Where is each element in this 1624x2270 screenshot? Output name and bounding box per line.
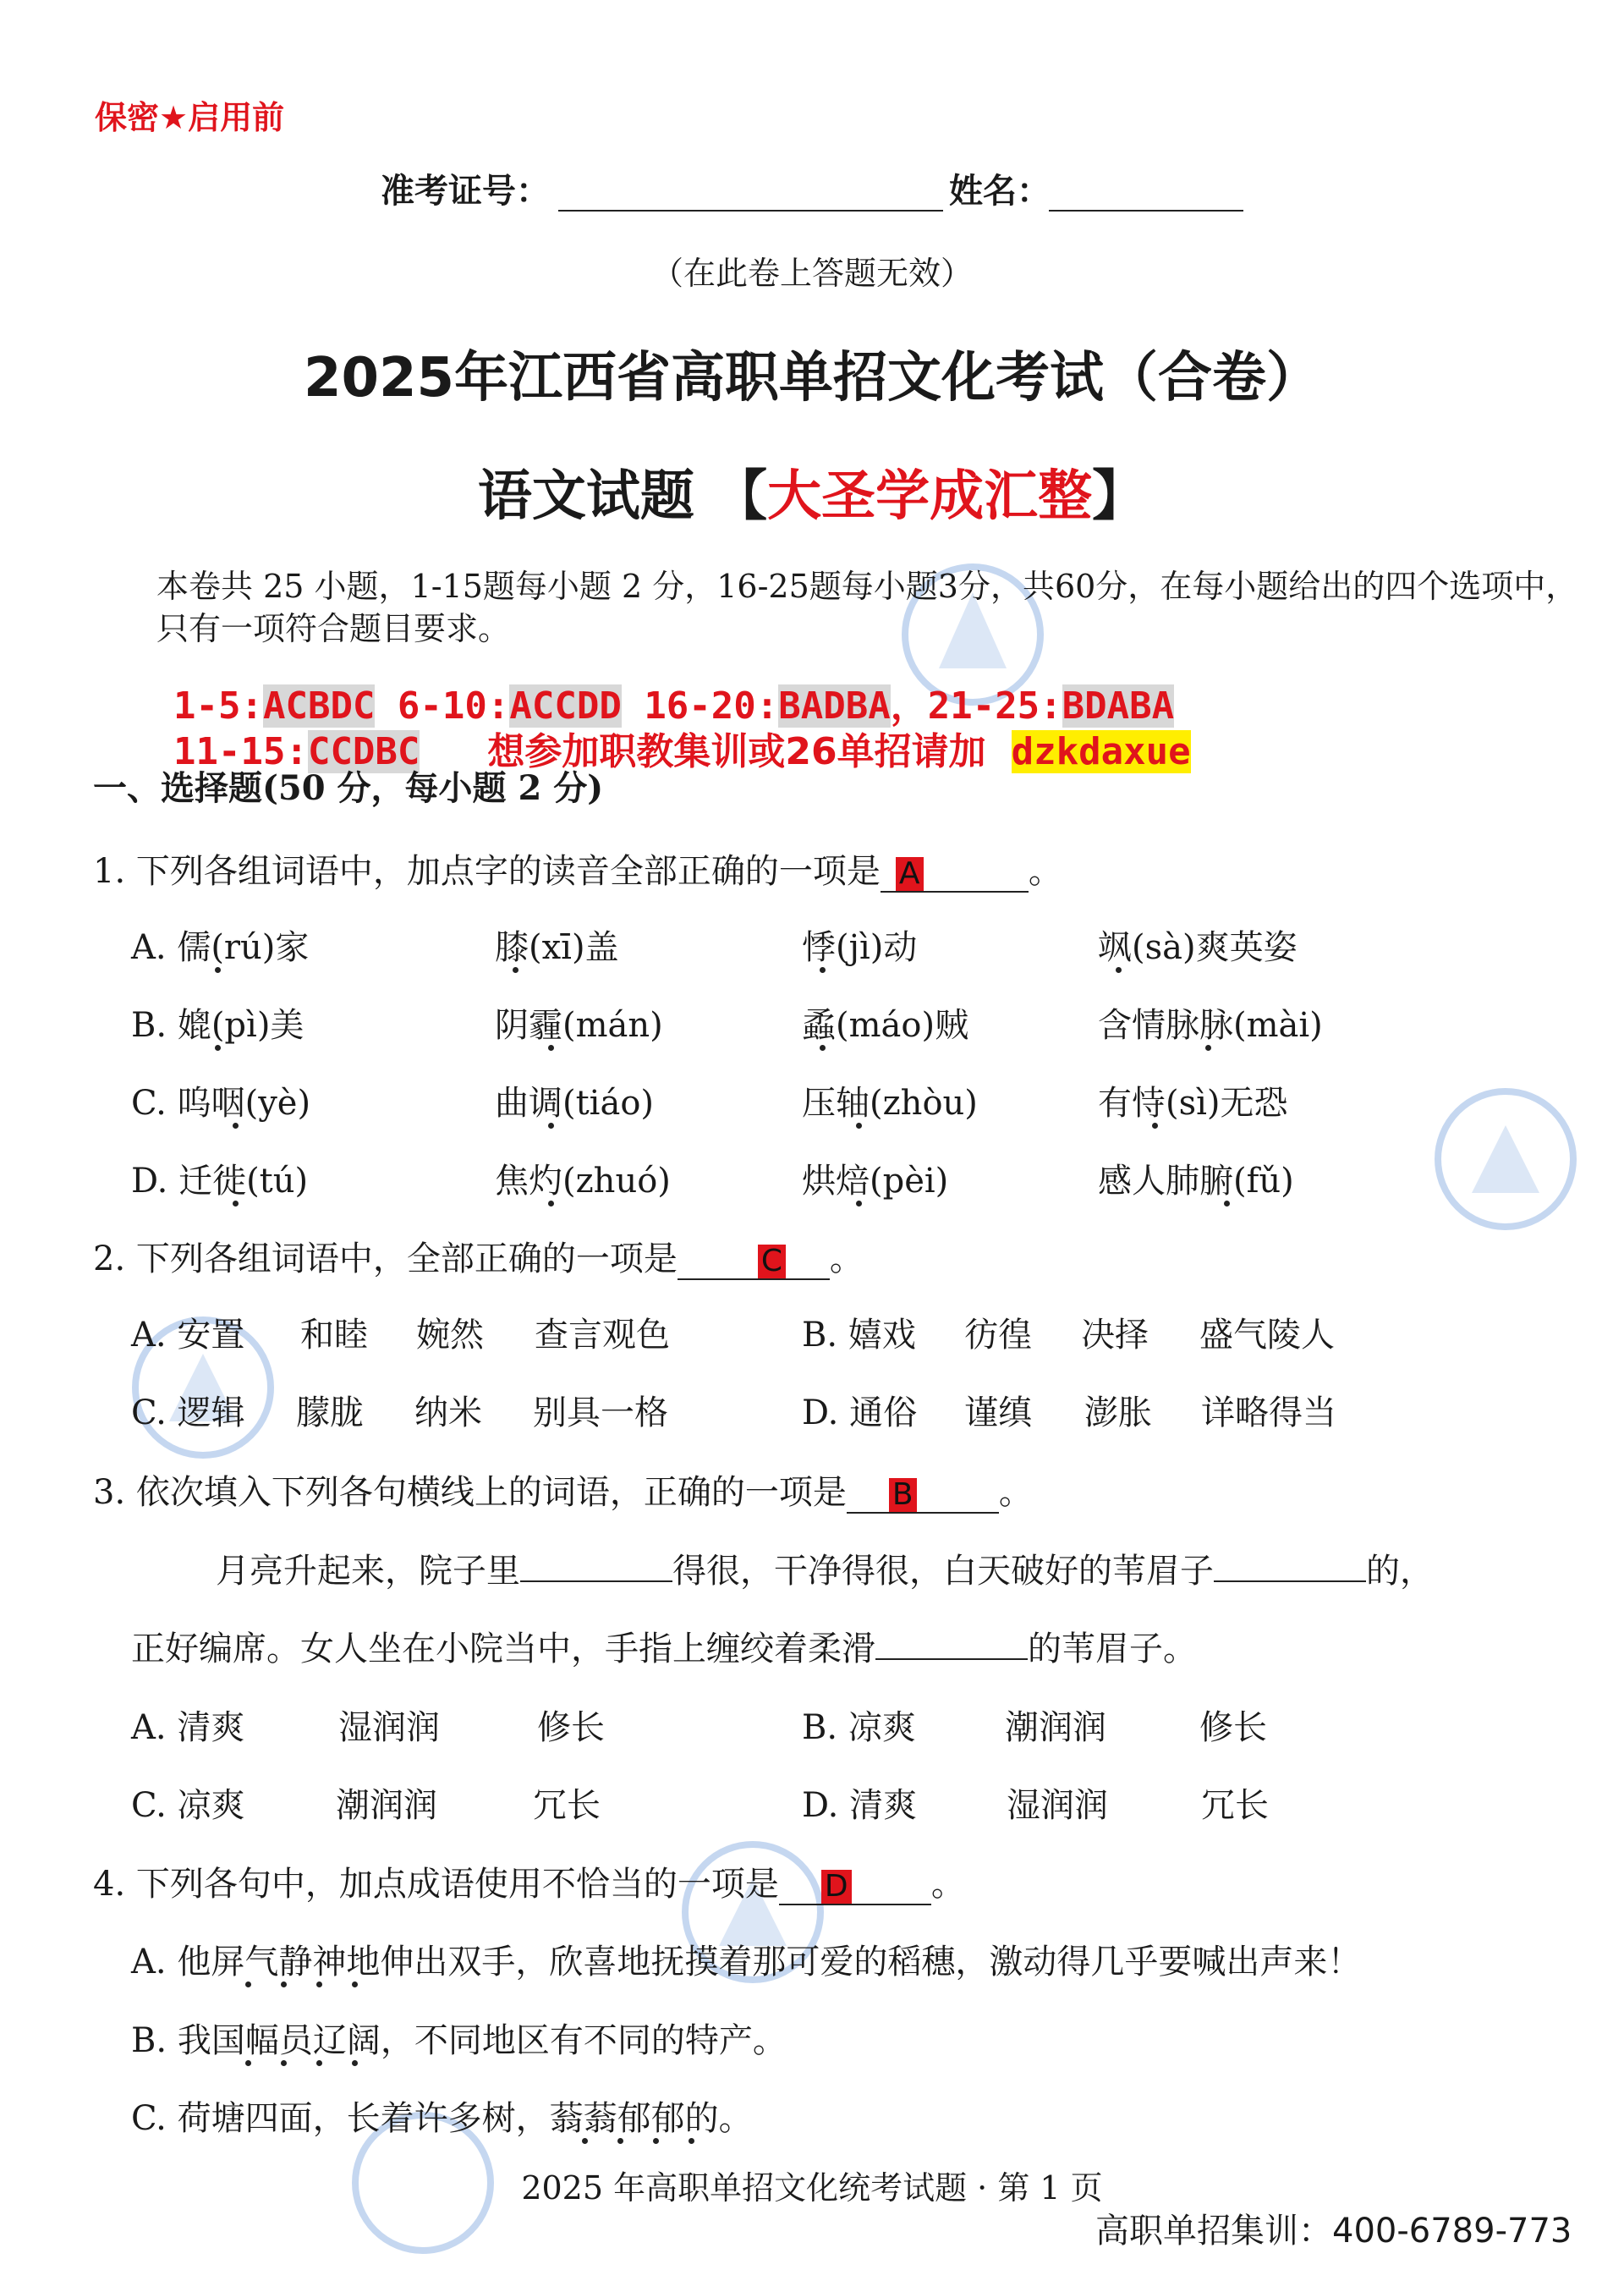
answer-range-label: 16-20: [621,684,779,728]
compiler-name: 大圣学成汇整 [767,465,1093,528]
exam-title: 2025年江西省高职单招文化考试（合卷） [303,347,1321,409]
option-item: 焦灼(zhuó) [495,1162,671,1201]
emphasis-dot [582,2138,588,2144]
question-stem: 1. 下列各组词语中，加点字的读音全部正确的一项是 [93,852,881,891]
question-stem: 2. 下列各组词语中，全部正确的一项是 [93,1239,678,1278]
candidate-number-label: 准考证号： [381,171,550,211]
option-item: 朦胧 [296,1393,364,1432]
name-label: 姓名： [949,171,1051,211]
emphasis-dot [617,2138,623,2144]
fill-blank [875,1658,1028,1660]
passage-text: 得很，干净得很，白天破好的苇眉子 [672,1552,1214,1591]
emphasis-dot [1116,967,1122,973]
wechat-id: dzkdaxue [1011,730,1191,773]
question-2 [93,1232,864,1280]
question-stem: 4. 下列各句中，加点成语使用不恰当的一项是 [93,1865,779,1904]
option-item: 压轴(zhòu) [802,1084,978,1123]
option-item: 别具一格 [533,1393,668,1432]
emphasis-dot [245,1981,251,1987]
stem-end: 。 [930,1865,965,1904]
option-item: D. 通俗 [802,1393,918,1432]
option-row: B. 媲(pì)美 [131,1006,304,1045]
page-footer: 2025 年高职单招文化统考试题 · 第 1 页 [521,2169,1103,2207]
option-item: 感人肺腑(fǔ) [1098,1162,1294,1201]
option-item: 查言观色 [535,1316,670,1355]
emphasis-dot [653,2138,659,2144]
candidate-number-line [558,208,943,212]
emphasis-dot [1224,1201,1230,1206]
emphasis-dot [281,1981,287,1987]
emphasis-dot [316,2060,322,2066]
option-item: 潮润润 [1005,1708,1106,1747]
emphasis-dot [233,1201,239,1206]
emphasis-dot [548,1045,554,1051]
passage-text: 正好编席。女人坐在小院当中，手指上缠绞着柔滑 [131,1630,875,1668]
emphasis-dot [856,1201,862,1206]
option-c: C. 荷塘四面，长着许多树，蓊蓊郁郁的。 [131,2099,753,2138]
option-row: C. 呜咽(yè) [131,1084,311,1123]
option-row: D. 迁徙(tú) [131,1162,309,1201]
answer-key: CCDBC [307,730,420,773]
option-item: 盛气陵人 [1199,1316,1335,1355]
emphasis-dot [215,1045,221,1051]
question-4 [93,1857,965,1905]
emphasis-dot [856,1123,862,1129]
name-line [1049,208,1243,212]
answer-blank [881,852,1029,893]
emphasis-dot [820,1045,826,1051]
option-item: 修长 [537,1708,605,1747]
option-item: 谨缜 [964,1393,1032,1432]
option-item: 决择 [1081,1316,1149,1355]
hotline-text: 高职单招集训：400-6789-773 [1095,2212,1572,2251]
section-title: 一、选择题(50 分，每小题 2 分) [93,768,604,808]
emphasis-dot [1205,1045,1211,1051]
emphasis-dot [1152,1123,1158,1129]
watermark-logo [1421,1075,1590,1244]
emphasis-dot [689,2138,694,2144]
option-item: 悸(jì)动 [802,928,918,967]
option-item: 膝(xī)盖 [495,928,619,967]
emphasis-dot [548,1201,554,1206]
exam-subtitle [0,453,1624,530]
stem-end: 。 [998,1473,1033,1512]
invalid-answer-note: （在此卷上答题无效） [650,255,973,292]
option-item: 阴霾(mán) [495,1006,663,1045]
option-item: 飒(sà)爽英姿 [1098,928,1298,967]
answer-mark: B [889,1478,917,1512]
answer-key: ACCDD [509,684,622,728]
answer-key: BDABA [1062,684,1175,728]
option-item: 湿润润 [1007,1786,1108,1825]
option-row: A. 儒(rú)家 [131,928,310,967]
option-item: A. 安置 [131,1316,245,1355]
option-item: 修长 [1199,1708,1267,1747]
option-item: 澎胀 [1084,1393,1152,1432]
fill-blank [520,1580,672,1582]
emphasis-dot [513,967,518,973]
answer-mark: A [896,857,924,891]
subtitle-bracket: 】 [1092,465,1147,528]
answer-blank [779,1865,931,1905]
option-item: 彷徨 [964,1316,1032,1355]
question-1 [93,844,1062,893]
option-item: 湿润润 [338,1708,440,1747]
question-stem: 3. 依次填入下列各句横线上的词语，正确的一项是 [93,1473,847,1512]
option-item: D. 清爽 [802,1786,918,1825]
option-item: C. 逻辑 [131,1393,245,1432]
promo-text: 想参加职教集训或26单招请加 [487,730,986,773]
answer-range-label: 6-10: [375,684,510,728]
answer-range-label: 1-5: [173,684,263,728]
confidential-label: 保密★启用前 [95,99,285,136]
answer-range-label: 11-15: [173,730,308,773]
answer-mark: D [821,1870,852,1904]
option-item: 详略得当 [1201,1393,1336,1432]
option-item: 有恃(sì)无恐 [1098,1084,1288,1123]
option-item: 冗长 [533,1786,601,1825]
option-item: 婉然 [416,1316,484,1355]
stem-end: 。 [829,1239,864,1278]
emphasis-dot [215,967,221,973]
emphasis-dot [245,2060,251,2066]
emphasis-dot [233,1123,239,1129]
option-item: 烘焙(pèi) [802,1162,949,1201]
passage-text: 的苇眉子。 [1028,1630,1197,1668]
fill-passage-line-1 [216,1544,1434,1592]
option-item: 和睦 [300,1316,368,1355]
option-item: A. 清爽 [131,1708,245,1747]
option-item: B. 凉爽 [802,1708,916,1747]
option-item: 冗长 [1201,1786,1269,1825]
question-3 [93,1465,1033,1514]
option-b: B. 我国幅员辽阔，不同地区有不同的特产。 [131,2021,787,2060]
emphasis-dot [281,2060,287,2066]
answer-blank [678,1239,830,1280]
subject-label: 语文试题 【 [477,465,768,528]
option-item: B. 嬉戏 [802,1316,916,1355]
answer-key: ACBDC [262,684,376,728]
fill-blank [1214,1580,1366,1582]
option-item: 蟊(máo)贼 [802,1006,969,1045]
exam-instructions: 本卷共 25 小题，1-15题每小题 2 分，16-25题每小题3分，共60分，在每小题给出的四个选项中，只有一项符合题目要求。 [156,568,1578,647]
answer-blank [847,1473,999,1514]
passage-text: 的， [1366,1552,1434,1591]
emphasis-dot [820,967,826,973]
emphasis-dot [352,1981,358,1987]
emphasis-dot [548,1123,554,1129]
stem-end: 。 [1028,852,1062,891]
option-item: 潮润润 [336,1786,437,1825]
answer-key: BADBA [778,684,891,728]
passage-text: 月亮升起来，院子里 [216,1552,520,1591]
option-item: 纳米 [414,1393,482,1432]
emphasis-dot [316,1981,322,1987]
option-item: 含情脉脉(mài) [1098,1006,1323,1045]
answer-range-label: ，21-25: [890,684,1062,728]
option-item: 曲调(tiáo) [495,1084,655,1123]
fill-passage-line-2 [131,1622,1197,1670]
answer-mark: C [758,1245,786,1278]
option-a: A. 他屏气静神地伸出双手，欣喜地抚摸着那可爱的稻穗，激动得几乎要喊出声来！ [131,1943,1362,1981]
emphasis-dot [352,2060,358,2066]
option-item: C. 凉爽 [131,1786,245,1825]
